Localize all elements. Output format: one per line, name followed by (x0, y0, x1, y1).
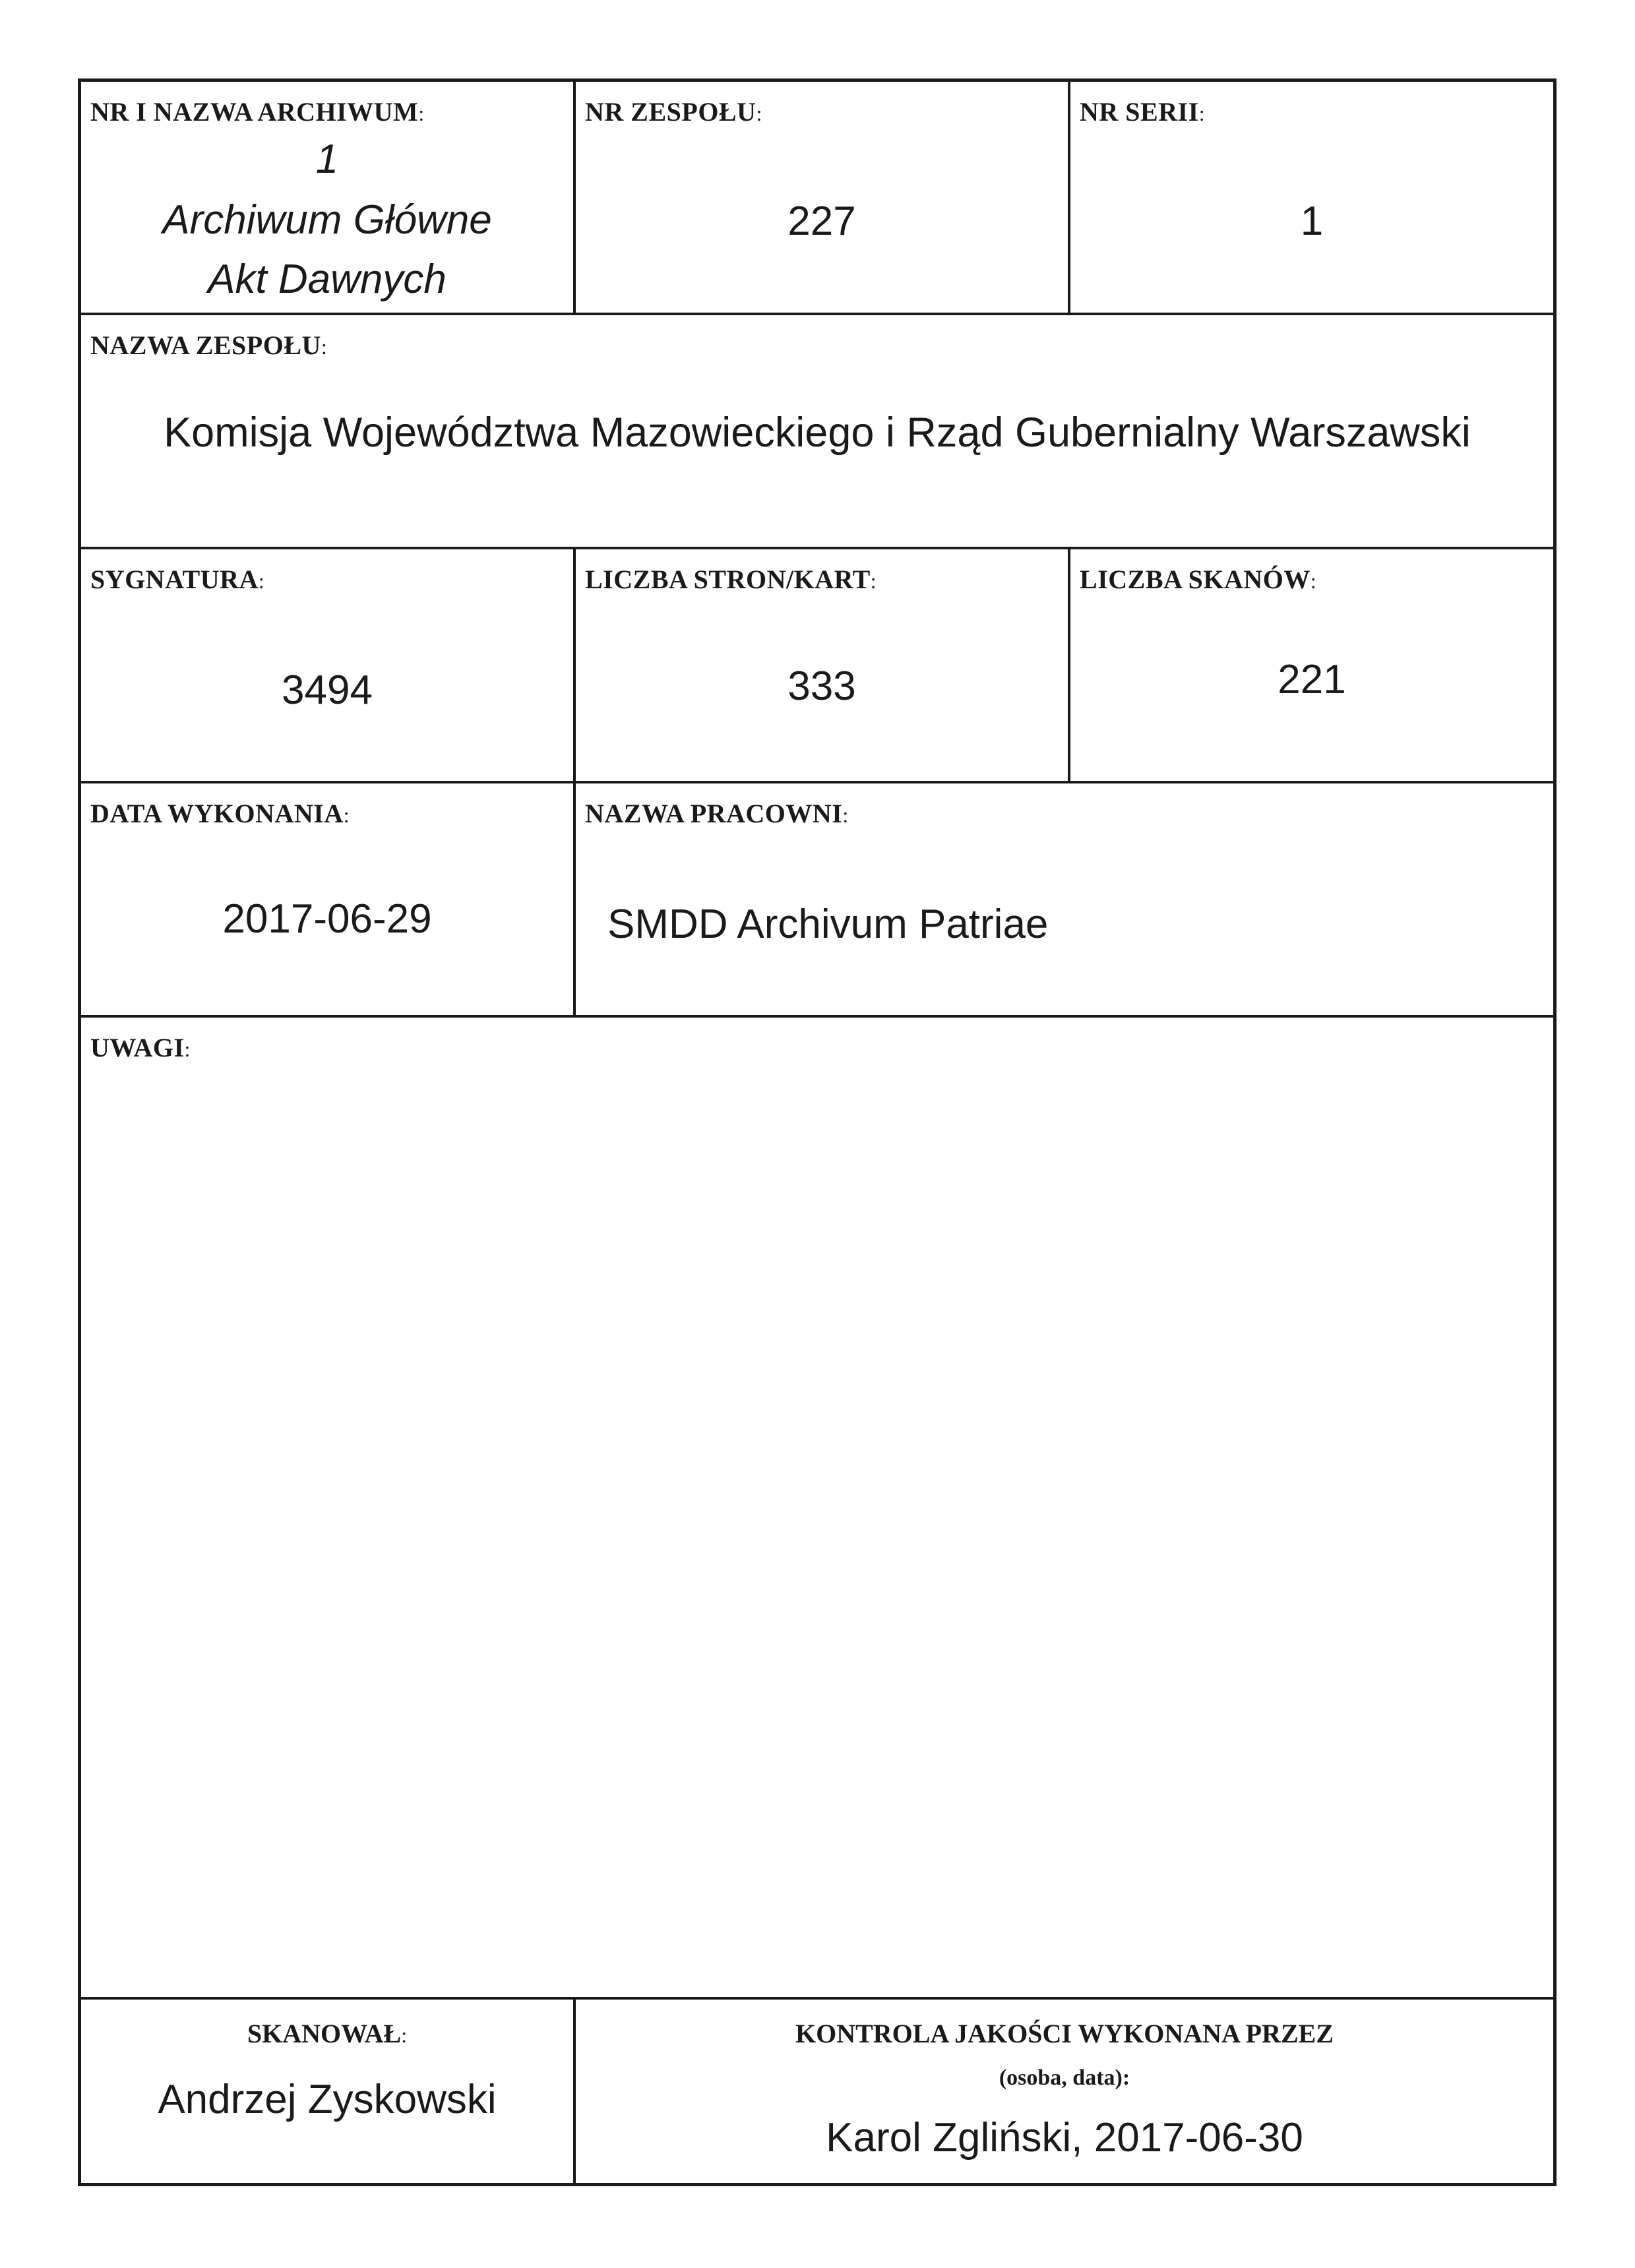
scans-value: 221 (1278, 657, 1346, 702)
archive-name-line2: Akt Dawnych (208, 257, 447, 302)
fond-number-label: NR ZESPOŁU: (585, 97, 762, 127)
cell-scanned-by (81, 2000, 576, 2183)
date-label: DATA WYKONANIA: (90, 799, 350, 828)
date-value: 2017-06-29 (222, 896, 432, 942)
archive-label: NR I NAZWA ARCHIWUM: (90, 97, 425, 127)
cell-quality-control (576, 2000, 1553, 2183)
fond-number: 227 (787, 199, 856, 244)
signature-label: SYGNATURA: (90, 565, 265, 594)
metadata-form (78, 78, 1557, 2186)
cell-fond-number (576, 82, 1070, 313)
quality-control-value: Karol Zgliński, 2017-06-30 (826, 2115, 1303, 2161)
pages-value: 333 (787, 663, 856, 709)
cell-scans (1070, 549, 1553, 781)
cell-pages (576, 549, 1070, 781)
notes-label: UWAGI: (90, 1033, 191, 1062)
cell-series (1070, 82, 1553, 313)
fond-name-label: NAZWA ZESPOŁU: (90, 330, 328, 360)
scanned-by-value: Andrzej Zyskowski (158, 2077, 497, 2122)
scans-label: LICZBA SKANÓW: (1080, 565, 1317, 594)
quality-control-label: KONTROLA JAKOŚCI WYKONANA PRZEZ (795, 2019, 1334, 2048)
cell-signature (81, 549, 576, 781)
pages-label: LICZBA STRON/KART: (585, 565, 877, 594)
studio-value: SMDD Archivum Patriae (607, 902, 1049, 947)
archive-number: 1 (315, 137, 339, 182)
row-date (81, 783, 1553, 1018)
archive-name-line1: Archiwum Główne (162, 197, 492, 243)
row-notes (81, 1018, 1553, 2000)
signature-value: 3494 (282, 667, 373, 713)
cell-date (81, 783, 576, 1015)
studio-label: NAZWA PRACOWNI: (585, 799, 849, 828)
series-label: NR SERII: (1080, 97, 1206, 127)
cell-studio (576, 783, 1553, 1015)
row-fond-name (81, 315, 1553, 549)
row-signoff (81, 2000, 1553, 2183)
scanned-by-label: SKANOWAŁ: (247, 2019, 408, 2048)
quality-control-sublabel: (osoba, data): (999, 2066, 1130, 2090)
fond-name: Komisja Województwa Mazowieckiego i Rząd Gubernialny Warszawski (164, 410, 1471, 456)
row-signature (81, 549, 1553, 783)
cell-archive (81, 82, 576, 313)
row-archive (81, 82, 1553, 315)
series-number: 1 (1300, 199, 1324, 244)
